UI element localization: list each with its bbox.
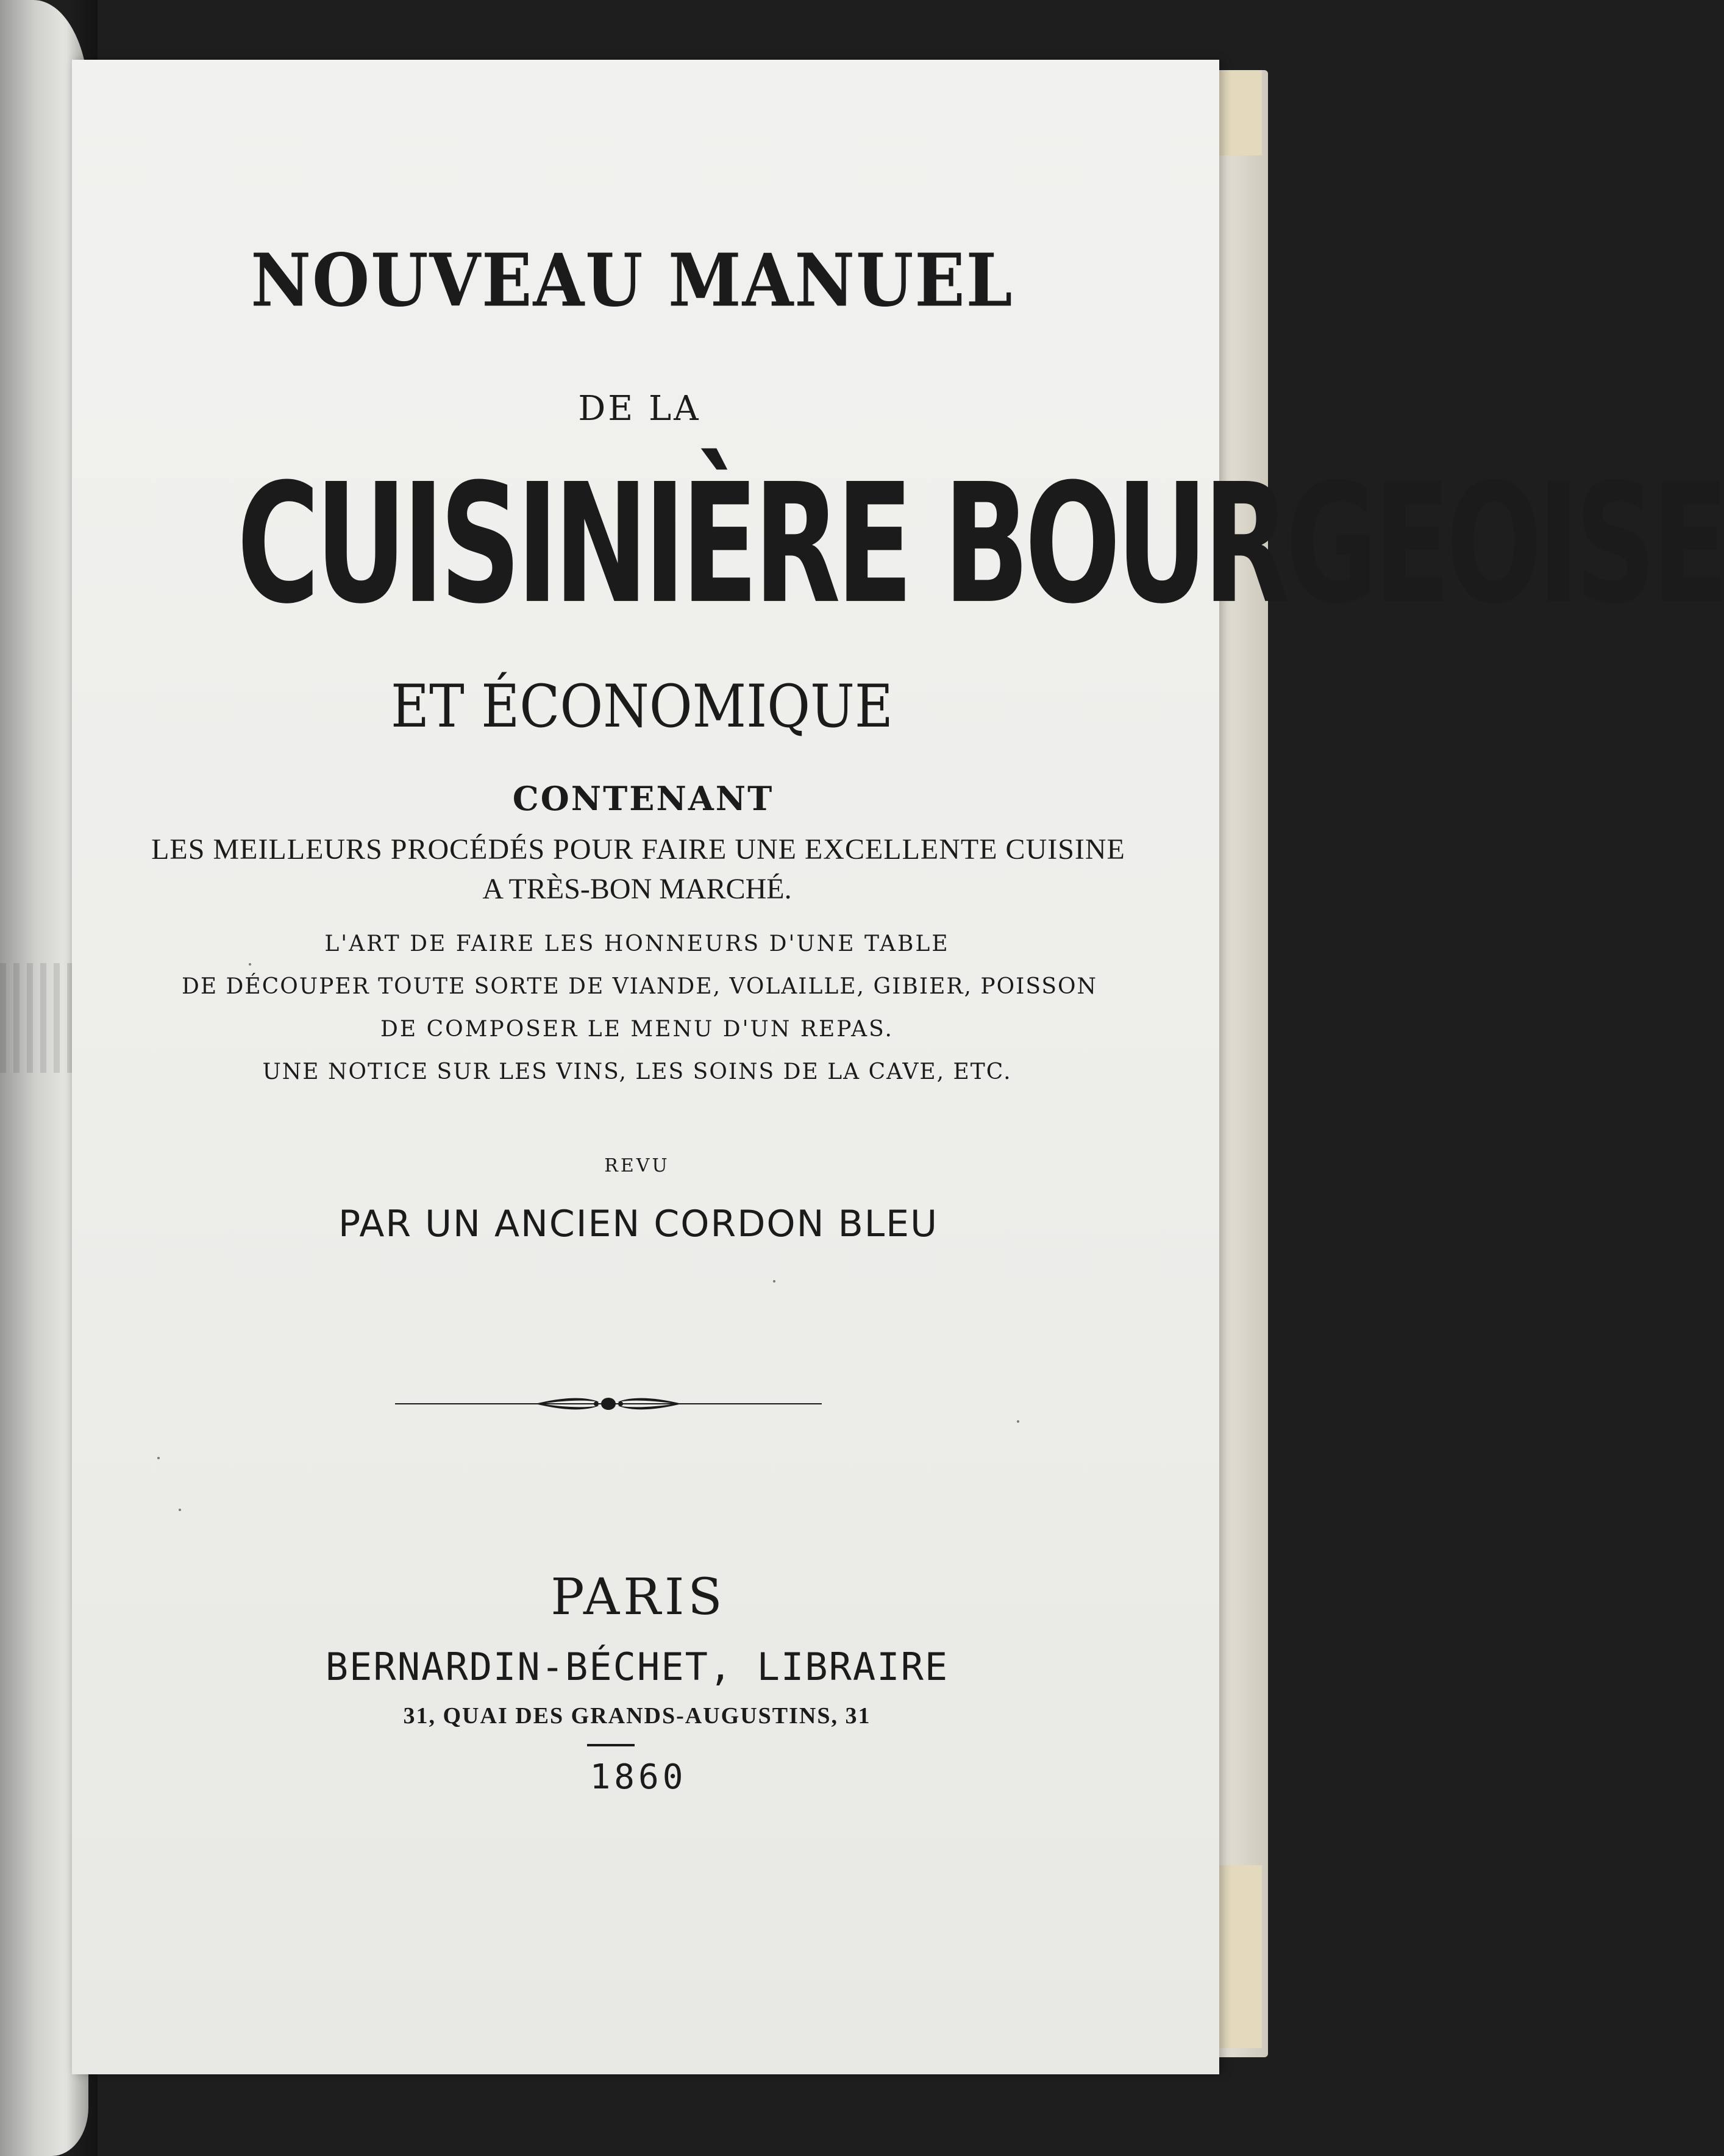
facing-page-bleed-through (0, 963, 73, 1073)
title-line-economique: ET ÉCONOMIQUE (391, 672, 893, 741)
title-line-de-la: DE LA (578, 389, 701, 429)
imprint-rule (587, 1744, 635, 1746)
paper-speck (1017, 1420, 1019, 1423)
imprint-publisher: BERNARDIN-BÉCHET, LIBRAIRE (325, 1645, 949, 1689)
revu-label: REVU (604, 1155, 670, 1176)
description-line-2: A TRÈS-BON MARCHÉ. (482, 873, 792, 905)
author-line: PAR UN ANCIEN CORDON BLEU (338, 1203, 938, 1245)
description-line-1: LES MEILLEURS PROCÉDÉS POUR FAIRE UNE EXCELLENTE CUISINE (151, 833, 1125, 866)
description-line-6: UNE NOTICE SUR LES VINS, LES SOINS DE LA CAVE, ETC. (262, 1059, 1012, 1084)
imprint-year: 1860 (590, 1757, 687, 1797)
paper-speck (179, 1509, 181, 1511)
paper-speck (157, 1457, 160, 1459)
contenant-heading: CONTENANT (512, 779, 774, 818)
ornament-divider-icon (395, 1389, 822, 1419)
paper-speck (773, 1280, 775, 1283)
description-line-5: DE COMPOSER LE MENU D'UN REPAS. (380, 1017, 894, 1042)
imprint-address: 31, QUAI DES GRANDS-AUGUSTINS, 31 (403, 1703, 871, 1729)
description-line-3: L'ART DE FAIRE LES HONNEURS D'UNE TABLE (324, 931, 950, 956)
imprint-city: PARIS (550, 1568, 726, 1626)
title-line-nouveau-manuel: NOUVEAU MANUEL (251, 238, 1014, 324)
paper-speck (249, 963, 251, 966)
title-page (72, 60, 1724, 2074)
main-title: CUISINIÈRE BOURGEOISE (237, 448, 1724, 640)
description-line-4: DE DÉCOUPER TOUTE SORTE DE VIANDE, VOLAILLE, GIBIER, POISSON (181, 974, 1098, 999)
